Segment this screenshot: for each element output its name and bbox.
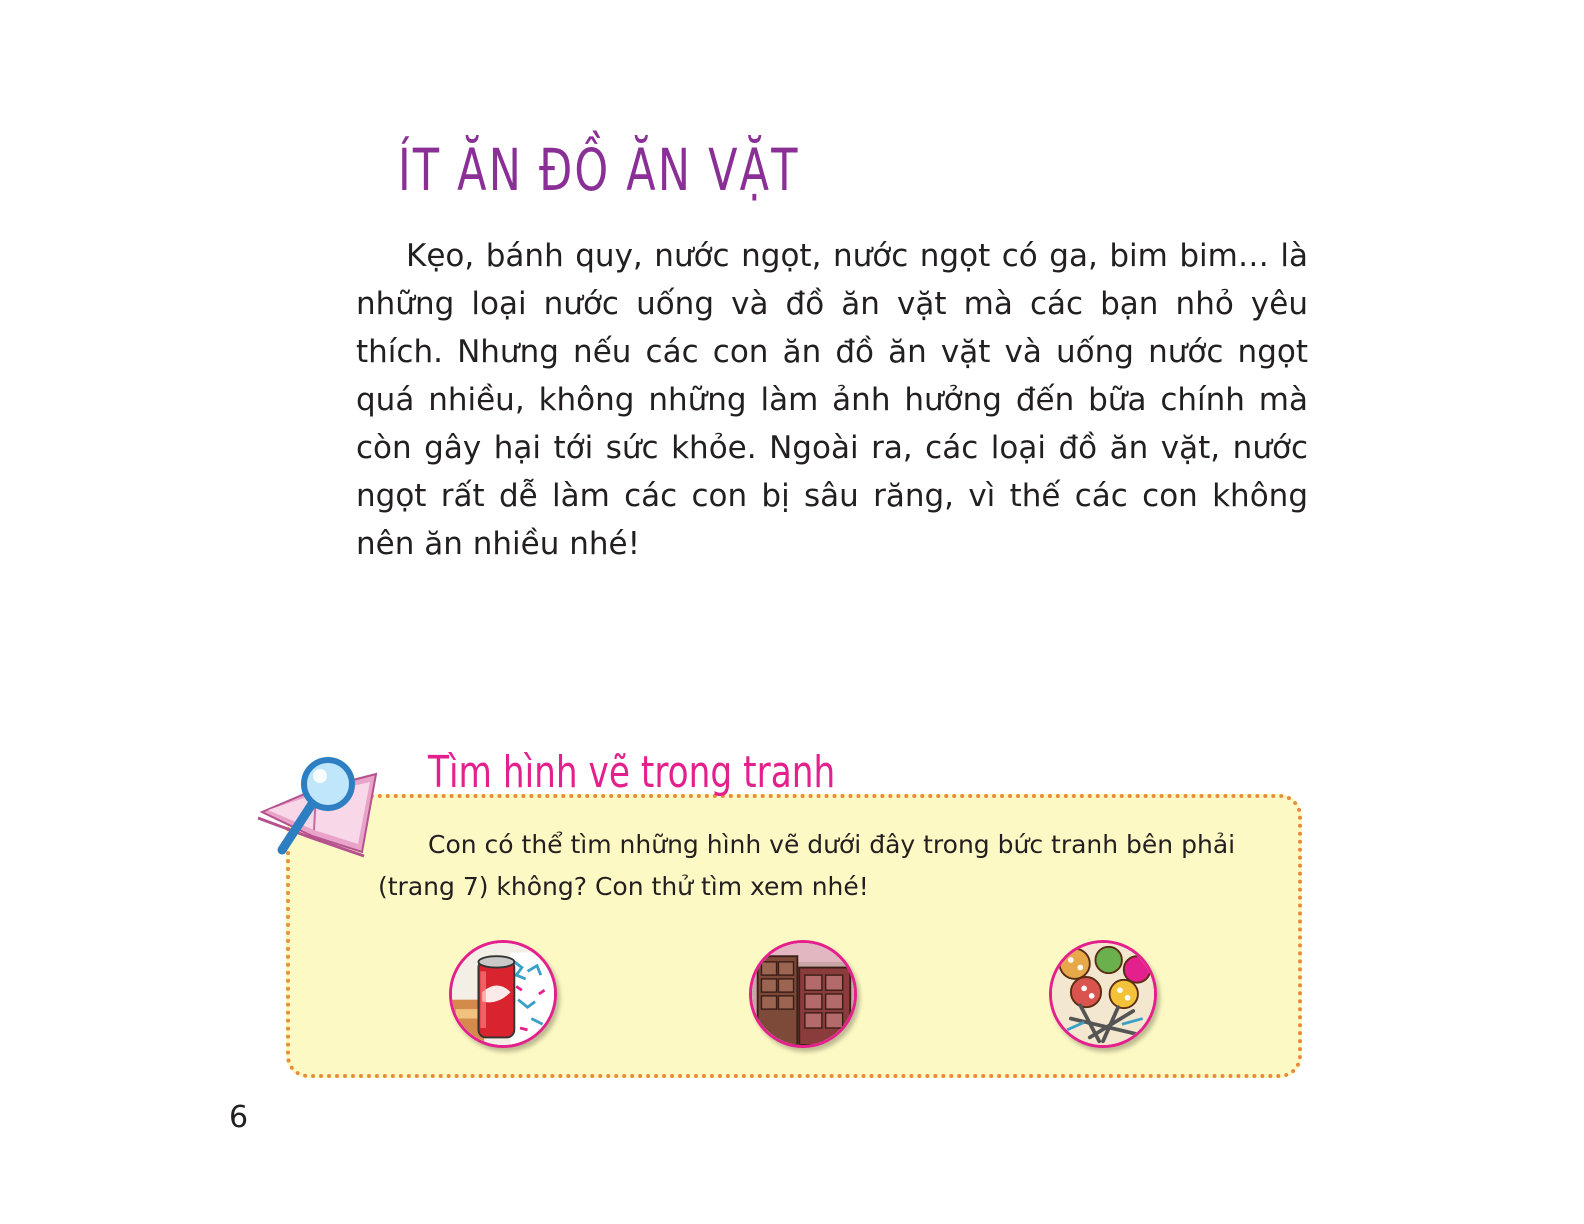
thumbnail-candy bbox=[1049, 940, 1157, 1048]
page-number: 6 bbox=[229, 1100, 249, 1135]
thumbnail-chocolate bbox=[749, 940, 857, 1048]
page-title: ÍT ĂN ĐỒ ĂN VẶT bbox=[398, 136, 800, 204]
chocolate-bar-icon bbox=[752, 943, 854, 1045]
activity-heading: Tìm hình vẽ trong tranh bbox=[428, 747, 836, 798]
candy-lollipop-icon bbox=[1052, 943, 1154, 1045]
thumbnail-soda-can bbox=[449, 940, 557, 1048]
magnifier-book-icon bbox=[254, 752, 386, 864]
activity-instruction: Con có thể tìm những hình vẽ dưới đây trong bức tranh bên phải (trang 7) không? Con thử tìm xem nhé! bbox=[378, 830, 1236, 901]
body-paragraph: Kẹo, bánh quy, nước ngọt, nước ngọt có ga, bim bim… là những loại nước uống và đồ ăn vặt mà các bạn nhỏ yêu thích. Nhưng nếu các con ăn đồ ăn vặt và uống nước ngọt quá nhiều, không những làm ảnh hưởng đến bữa chính mà còn gây hại tới sức khỏe. Ngoài ra, các loại đồ ăn vặt, nước ngọt rất dễ làm các con bị sâu răng, vì thế các con không nên ăn nhiều nhé! bbox=[356, 238, 1308, 562]
soda-can-icon bbox=[452, 943, 554, 1045]
